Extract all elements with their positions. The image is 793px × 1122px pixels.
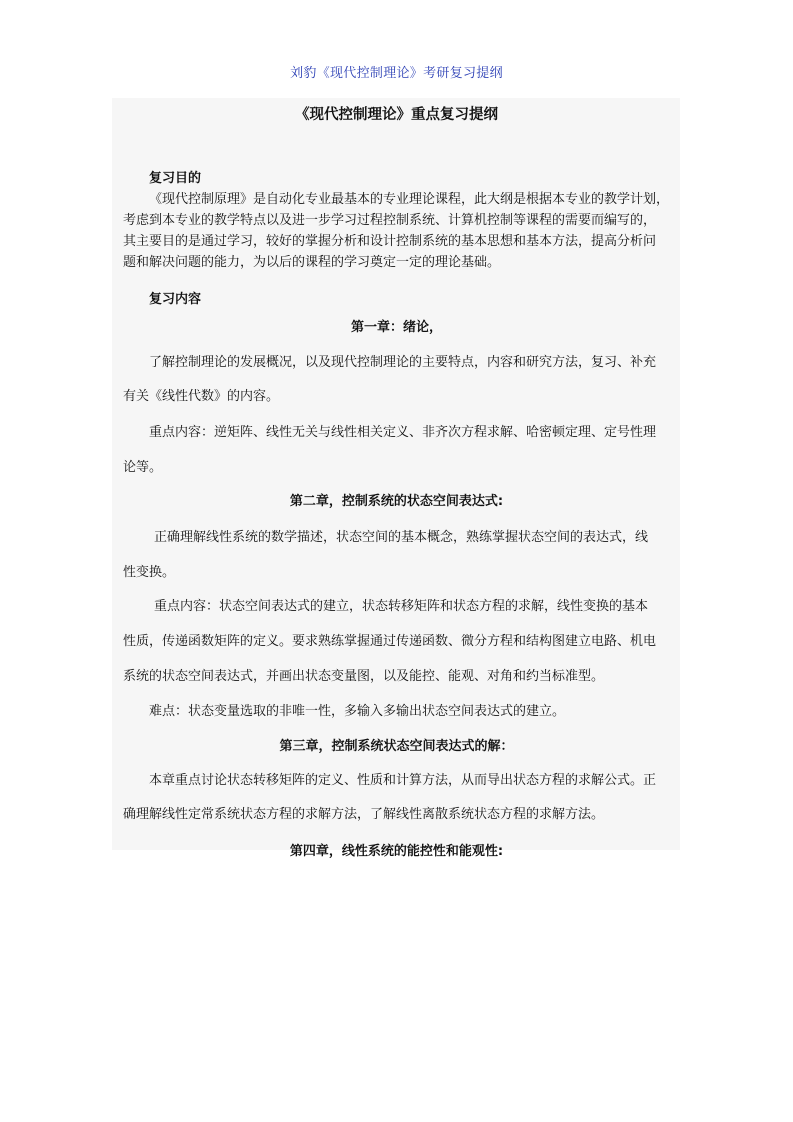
purpose-heading: 复习目的 <box>149 171 202 186</box>
scanned-page-area <box>112 98 680 850</box>
purpose-line: 题和解决问题的能力，为以后的课程的学习奠定一定的理论基础。 <box>123 255 501 270</box>
paragraph-line: 了解控制理论的发展概况，以及现代控制理论的主要特点，内容和研究方法，复习、补充 <box>149 355 657 370</box>
paragraph-line: 确理解线性定常系统状态方程的求解方法，了解线性离散系统状态方程的求解方法。 <box>123 807 605 822</box>
paragraph-line: 重点内容：逆矩阵、线性无关与线性相关定义、非齐次方程求解、哈密顿定理、定号性理 <box>149 425 657 440</box>
paragraph-line: 难点：状态变量选取的非唯一性，多输入多输出状态空间表达式的建立。 <box>149 704 566 719</box>
purpose-line: 考虑到本专业的教学特点以及进一步学习过程控制系统、计算机控制等课程的需要而编写的， <box>123 213 657 228</box>
header-link[interactable]: 刘豹《现代控制理论》考研复习提纲 <box>290 66 503 81</box>
chapter-title: 第二章，控制系统的状态空间表达式: <box>289 494 504 509</box>
purpose-line: 其主要目的是通过学习，较好的掌握分析和设计控制系统的基本思想和基本方法，提高分析问 <box>123 234 657 249</box>
chapter-title: 第一章：绪论， <box>350 320 442 335</box>
chapter-title: 第四章，线性系统的能控性和能观性: <box>289 844 504 859</box>
document-title: 《现代控制理论》重点复习提纲 <box>295 107 498 123</box>
paragraph-line: 重点内容：状态空间表达式的建立，状态转移矩阵和状态方程的求解，线性变换的基本 <box>154 599 649 614</box>
content-heading: 复习内容 <box>149 292 202 307</box>
chapter-title: 第三章，控制系统状态空间表达式的解： <box>279 739 514 754</box>
paragraph-line: 性质，传递函数矩阵的定义。要求熟练掌握通过传递函数、微分方程和结构图建立电路、机电 <box>123 634 657 649</box>
paragraph-line: 本章重点讨论状态转移矩阵的定义、性质和计算方法，从而导出状态方程的求解公式。正 <box>149 773 657 788</box>
purpose-line: 《现代控制原理》是自动化专业最基本的专业理论课程，此大纲是根据本专业的教学计划， <box>149 192 670 207</box>
paragraph-line: 系统的状态空间表达式，并画出状态变量图，以及能控、能观、对角和约当标准型。 <box>123 669 605 684</box>
paragraph-line: 有关《线性代数》的内容。 <box>123 389 280 404</box>
paragraph-line: 正确理解线性系统的数学描述，状态空间的基本概念，熟练掌握状态空间的表达式，线 <box>154 530 649 545</box>
paragraph-line: 论等。 <box>123 460 163 475</box>
paragraph-line: 性变换。 <box>123 565 176 580</box>
